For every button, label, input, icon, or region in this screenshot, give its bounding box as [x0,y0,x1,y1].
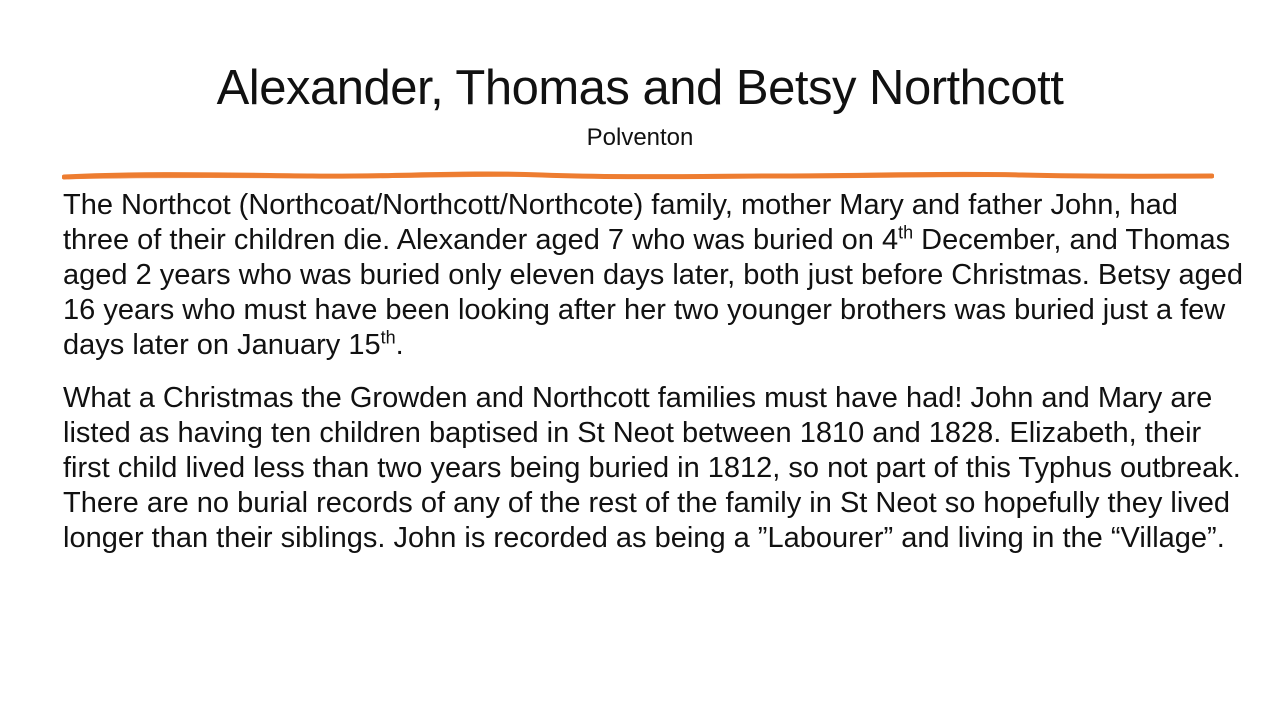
paragraph-1-text-c: . [395,329,404,361]
slide-title: Alexander, Thomas and Betsy Northcott [216,61,1064,115]
slide-subtitle: Polventon [586,124,694,151]
paragraph-1 [63,188,1243,363]
paragraph-2: What a Christmas the Growden and Northcott families must have had! John and Mary are listed as having ten children baptised in St Neot between 1810 and 1828. Elizabeth, their first child lived less than two years being buried in 1812, so not part of this Typhus outbreak. There are no burial records of any of the rest of the family in St Neot so hopefully they lived longer than their siblings. John is recorded as being a ”Labourer” and living in the “Village”. [63,382,1241,554]
paragraph-1-sup-a: th [898,222,914,243]
paragraph-1-text-b: December, and Thomas aged 2 years who was buried only eleven days later, both just before Christmas. Betsy aged 16 years who must have been looking after her two younger brothers was buried just a few days later on January 15 [63,224,1243,361]
body-text [63,188,1243,556]
paragraph-1-sup-b: th [380,327,396,348]
brush-divider [62,168,1214,184]
paragraph-1-text-a: The Northcot (Northcoat/Northcott/Northcote) family, mother Mary and father John, had three of their children die. Alexander aged 7 who was buried on 4 [63,189,1178,256]
